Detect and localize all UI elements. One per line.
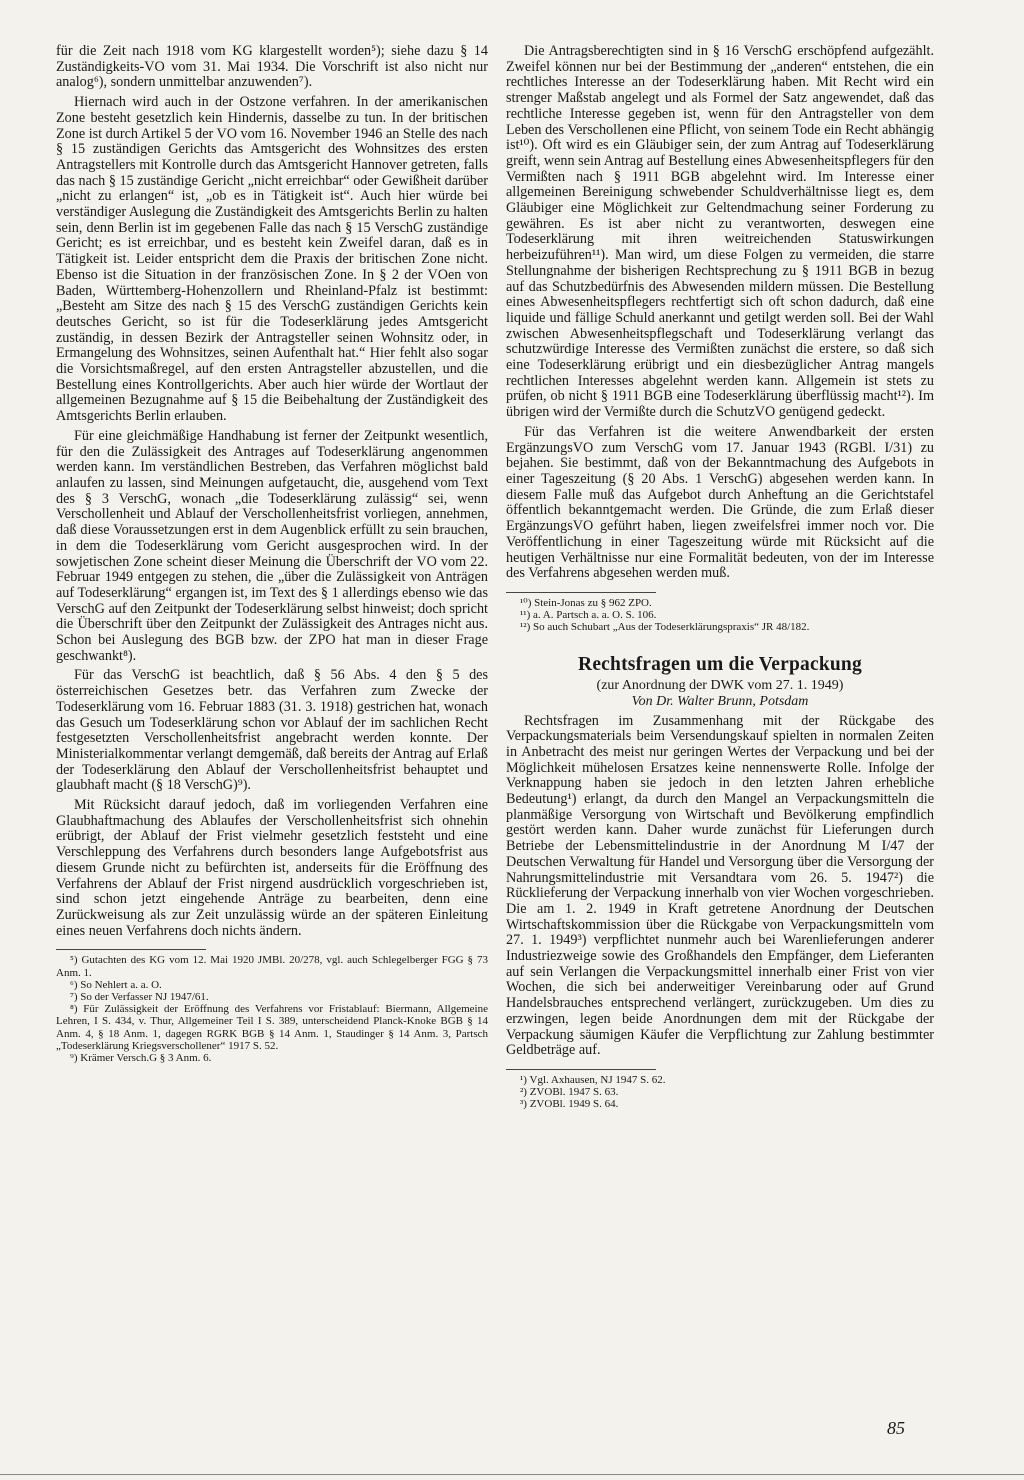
footnotes (506, 1074, 934, 1111)
footnote: ²) ZVOBl. 1947 S. 63. (520, 1086, 619, 1099)
body-paragraph: Für das Verfahren ist die weitere Anwendbarkeit der ersten ErgänzungsVO zum VerschG vom 17. Januar 1943 (RGBl. I/31) zu bejahen. Sie bestimmt, daß von der Bekanntmachung des Aufgebots in einer Tageszeitung (§ 20 Abs. 1 VerschG) abgesehen werden kann. In diesem Falle muß das Aufgebot durch Anheftung an die Gerichtstafel öffentlich bekanntgemacht werden. Die Gründe, die zum Erlaß dieser ErgänzungsVO geführt haben, liegen zweifelsfrei immer noch vor. Die Veröffentlichung in einer Tageszeitung würde mit Rücksicht auf die heutigen Verhältnisse nur eine Formalität bedeuten, von der im Interesse des Verfahrens abgesehen werden muß. (506, 423, 934, 582)
footnote: ⁹) Krämer Versch.G § 3 Anm. 6. (70, 1052, 212, 1064)
footnote: ¹²) So auch Schubart „Aus der Todeserklärungspraxis“ JR 48/182. (520, 621, 810, 634)
article-subtitle: (zur Anordnung der DWK vom 27. 1. 1949) (596, 677, 844, 693)
footnotes (56, 954, 488, 1064)
body-paragraph: für die Zeit nach 1918 vom KG klargestellt worden⁵); siehe dazu § 14 Zuständigkeits-VO vom 31. Mai 1934. Die Vorschrift ist also nicht nur analog⁶), sondern unmittelbar anzuwenden⁷). (56, 43, 488, 91)
left-column (56, 44, 488, 1064)
body-paragraph: Rechtsfragen im Zusammenhang mit der Rückgabe des Verpackungsmaterials beim Versendungskauf spielten in normalen Zeiten in Anbetracht des meist nur geringen Wertes der Verpackung und bei der Möglichkeit mühelosen Ersatzes keine nennenswerte Rolle. Infolge der Verknappung haben sie jedoch in den letzten Jahren erhebliche Bedeutung¹) erlangt, da durch den Mangel an Verpackungsmitteln die planmäßige Versorgung von Wirtschaft und Bevölkerung empfindlich gestört werden kann. Daher wurde zunächst für Lieferungen durch Betriebe der Lebensmittelindustrie in der Anordnung M I/47 der Deutschen Verwaltung für Handel und Versorgung über die Versorgung der Nahrungsmittelindustrie mit Versandtara vom 26. 5. 1947²) die Rücklieferung der Verpackung innerhalb von vier Wochen vorgeschrieben. Die am 1. 2. 1949 in Kraft getretene Anordnung der Deutschen Wirtschaftskommission über die Rückgabe von Verpackungsmitteln vom 27. 1. 1949³) verpflichtet nunmehr auch bei Warenlieferungen anderer Industriezweige sowie des Großhandels den Empfänger, dem Lieferanten auf sein Verlangen die Verpackungsmittel innerhalb einer Frist von vier Wochen, die sich bei anderweitiger Vereinbarung oder auf Grund Handelsbrauches entsprechend verlängert, zurückzugeben. Um dies zu erzwingen, legen beide Anordnungen dem mit der Rückgabe der Verpackung säumigen Käufer die Verpflichtung zur Zahlung bestimmter Geldbeträge auf. (506, 712, 934, 1059)
page-number: 85 (887, 1418, 905, 1438)
footnotes (506, 597, 934, 634)
right-column (506, 44, 934, 1111)
footnote: ⁸) Für Zulässigkeit der Eröffnung des Verfahrens vor Fristablauf: Biermann, Allgemeine Lehren, I S. 434, v. Thur, Allgemeiner Teil I S. 389, unterscheidend Planck-Knoke BGB § 14 Anm. 4, § 18 Anm. 1, dagegen RGRK BGB § 14 Anm. 1, Staudinger § 14 Anm. 3, Partsch „Todeserklärung Kriegsverschollener“ 1917 S. 52. (56, 1003, 488, 1052)
footnote: ⁵) Gutachten des KG vom 12. Mai 1920 JMBl. 20/278, vgl. auch Schlegelberger FGG § 73 Anm. 1. (56, 954, 488, 979)
footnote-divider (506, 592, 656, 595)
footnote: ¹⁰) Stein-Jonas zu § 962 ZPO. (520, 596, 652, 609)
body-paragraph: Die Antragsberechtigten sind in § 16 VerschG erschöpfend aufgezählt. Zweifel können nur bei der Bestimmung der „anderen“ entstehen, die ein rechtliches Interesse an der Todeserklärung haben. Mit Recht wird ein strenger Maßstab angelegt und als Formel der Satz angewendet, daß das rechtliche Interesse gegeben ist, wenn für den Antragsteller von dem Leben des Verschollenen eine Pflicht, von seinem Tode ein Recht abhängig ist¹⁰). Oft wird es ein Gläubiger sein, der zum Antrag auf Todeserklärung greift, wenn sein Antrag auf Bestellung eines Abwesenheitspflegers für den Vermißten nach § 1911 BGB abgelehnt wird. Im Interesse einer allgemeinen Bereinigung schwebender Schuldverhältnisse liegt es, dem Gläubiger eine Möglichkeit zur Geltendmachung seiner Forderung zu gewähren. Es ist aber nicht zu verantworten, deswegen eine Todeserklärung mit ihren weitreichenden Statuswirkungen herbeizuführen¹¹). Man wird, um diese Folgen zu vermeiden, die starre Stellungnahme der bisherigen Rechtsprechung zu § 1911 BGB in bezug auf das Schutzbedürfnis des Abwesenden mildern müssen. Die Bestellung eines Abwesenheitspflegers rechtfertigt sich oft schon dadurch, daß eine liquide und fällige Schuld anerkannt und getilgt werden soll. Bei der Wahl zwischen Abwesenheitspflegschaft und Todeserklärung verlangt das schutzwürdige Interesse des Vermißten zunächst die erstere, so daß sich eine Todeserklärung erübrigt und ein diesbezüglicher Antrag mangels rechtlichen Interesses abgelehnt werden kann. Allgemein ist stets zu prüfen, ob nicht § 1911 BGB eine Todeserklärung überflüssig macht¹²). Im übrigen wird der Vermißte durch die SchutzVO genügend gedeckt. (506, 43, 934, 421)
footnote: ³) ZVOBl. 1949 S. 64. (520, 1098, 619, 1111)
footnote-divider (506, 1069, 656, 1072)
article (506, 654, 934, 1111)
body-paragraph: Für das VerschG ist beachtlich, daß § 56 Abs. 4 den § 5 des österreichischen Gesetzes betr. das Verfahren zum Zwecke der Todeserklärung vom 16. Februar 1883 (31. 3. 1918) gestrichen hat, wonach das Gesuch um Todeserklärung schon vor Ablauf der im sachlichen Recht festgesetzten Verschollenheitsfrist angebracht werden konnte. Der Ministerialkommentar verlangt demgemäß, daß bereits der Antrag auf Erlaß der Todeserklärung den Ablauf der Verschollenheitsfrist behauptet und glaubhaft macht (§ 18 VerschG)⁹). (56, 667, 488, 794)
footnote: ⁷) So der Verfasser NJ 1947/61. (70, 990, 209, 1003)
footnote-divider (56, 949, 206, 952)
body-paragraph: Mit Rücksicht darauf jedoch, daß im vorliegenden Verfahren eine Glaubhaftmachung des Ablaufes der Verschollenheitsfrist sich ohnehin erübrigt, der Ablauf der Frist vielmehr gesetzlich feststeht und eine Verschleppung des Verfahrens durch besonders lange Aufgebotsfrist aus diesem Grunde nicht zu befürchten ist, anderseits für die Eröffnung des Verfahrens der Ablauf der Frist nirgend ausdrücklich vorgeschrieben ist, sind schon jetzt eingehende Anträge zu bearbeiten, denn eine Zurückweisung als zur Zeit unzulässig würde an der späteren Einleitung eines neuen Verfahrens doch nichts ändern. (56, 797, 488, 939)
article-title: Rechtsfragen um die Verpackung (578, 653, 862, 675)
article-byline: Von Dr. Walter Brunn, Potsdam (631, 693, 809, 709)
footnote: ¹¹) a. A. Partsch a. a. O. S. 106. (520, 609, 657, 622)
body-paragraph: Hiernach wird auch in der Ostzone verfahren. In der amerikanischen Zone besteht gesetzlich kein Hindernis, dasselbe zu tun. In der britischen Zone ist durch Artikel 5 der VO vom 16. November 1946 an Stelle des nach § 15 zuständigen Gerichts das Amtsgericht des Wohnsitzes des ersten Antragstellers mit Kontrolle durch das Amtsgericht Hannover getreten, falls das nach § 15 zuständige Gericht „nicht erreichbar“ oder Gewißheit darüber „nicht zu erlangen“ ist, „ob es in Tätigkeit ist“. Auch hier würde bei verständiger Auslegung die Zuständigkeit des Amtsgerichts Berlin zu halten sein, denn Berlin ist im gegebenen Falle das nach § 15 VerschG zuständige Gericht; es ist erreichbar, und es besteht kein Zweifel daran, daß es in Tätigkeit ist. Leider entspricht dem die Praxis der britischen Zone nicht. Ebenso ist die Situation in der französischen Zone. In § 2 der VOen von Baden, Württemberg-Hohenzollern und Rheinland-Pfalz ist bestimmt: „Besteht am Sitze des nach § 15 des VerschG zuständigen Gerichts kein deutsches Gericht, so ist für die Todeserklärung jedes Amtsgericht zuständig, in dessen Bezirk der Antragsteller seinen Wohnsitz oder, in Ermangelung des Wohnsitzes, seinen Aufenthalt hat.“ Hier fehlt also sogar die Vorsichtsmaßregel, auf den ersten Antragsteller abzustellen, und die Bestellung eines Kontrollgerichts. Aber auch hier würde der Wortlaut der allgemeinen Bezugnahme auf § 15 die Beibehaltung der Zuständigkeit des Amtsgerichts Berlin erlauben. (56, 94, 488, 425)
body-paragraph: Für eine gleichmäßige Handhabung ist ferner der Zeitpunkt wesentlich, für den die Zulässigkeit des Antrages auf Todeserklärung angenommen werden kann. Im verständlichen Bestreben, das Verfahren möglichst bald anlaufen zu lassen, sind Meinungen aufgetaucht, die, ausgehend vom Text des § 3 VerschG, wonach „die Todeserklärung zulässig“ sei, wenn Verschollenheit und Ablauf der Verschollenheitsfrist vorliegen, annehmen, daß diese Voraussetzungen erst in dem Augenblick erfüllt zu sein brauchen, in dem die Todeserklärung vom Gericht ausgesprochen wird. In der sowjetischen Zone scheint dieser Meinung die Überschrift der VO vom 22. Februar 1949 entgegen zu stehen, die „über die Zulässigkeit von Anträgen auf Todeserklärung“ ergangen ist, im Text des § 1 allerdings ebenso wie das VerschG auf den Zeitpunkt der Todeserklärung selbst hinweist; doch spricht die Überschrift über den Zeitpunkt der Zulässigkeit des Antrages nicht aus. Schon bei Auslegung des BGB bzw. der ZPO hat man in dieser Frage geschwankt⁸). (56, 427, 488, 664)
page-bottom-rule (0, 1474, 1024, 1475)
footnote: ⁶) So Nehlert a. a. O. (70, 978, 162, 991)
footnote: ¹) Vgl. Axhausen, NJ 1947 S. 62. (520, 1073, 666, 1086)
